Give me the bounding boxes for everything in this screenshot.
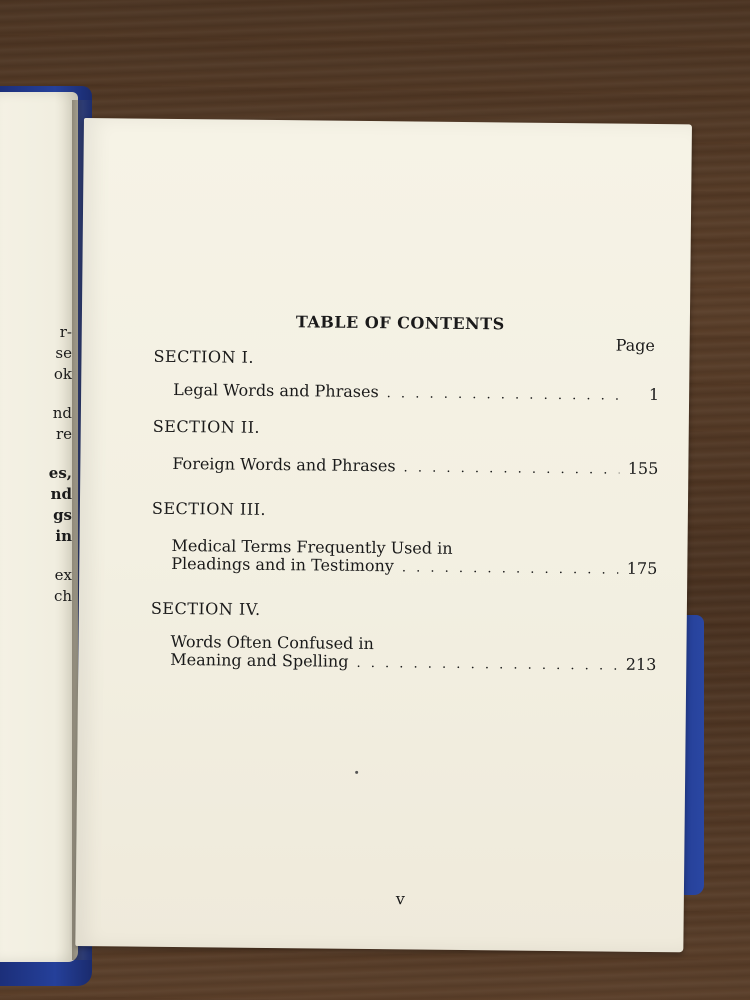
dot-leader	[402, 559, 619, 579]
left-fragment: ch	[53, 587, 72, 605]
section-heading-2: SECTION II.	[152, 416, 261, 437]
entry-title-line: Meaning and Spelling	[170, 649, 349, 671]
toc-entry-1	[173, 381, 659, 406]
entry-title-line: Pleadings and in Testimony	[171, 553, 395, 576]
entry-page-number: 1	[648, 384, 660, 405]
dot-leader	[403, 459, 619, 479]
entry-title: Foreign Words and Phrases	[172, 453, 396, 476]
entry-page-number: 155	[627, 458, 659, 479]
toc-entry-4	[170, 633, 656, 676]
left-page	[0, 92, 78, 962]
left-fragment: ok	[53, 365, 72, 383]
left-fragment: se	[55, 344, 72, 362]
left-fragment: nd	[52, 404, 72, 422]
dot-leader	[387, 385, 622, 405]
section-heading-1: SECTION I.	[153, 346, 255, 367]
left-fragment: nd	[50, 485, 72, 503]
left-fragment: in	[55, 527, 72, 545]
left-fragment: re	[55, 425, 72, 443]
section-heading-4: SECTION IV.	[150, 598, 261, 619]
left-fragment: gs	[53, 506, 72, 524]
left-fragment: ex	[54, 566, 72, 584]
entry-page-number: 213	[625, 654, 657, 675]
entry-title: Legal Words and Phrases	[173, 379, 379, 402]
left-fragment: es,	[48, 464, 72, 482]
table-of-contents	[75, 118, 692, 952]
section-heading-3: SECTION III.	[151, 498, 267, 519]
toc-title: TABLE OF CONTENTS	[295, 312, 505, 334]
page-folio: v	[395, 889, 405, 909]
toc-entry-3	[171, 537, 657, 580]
toc-entry-2	[172, 455, 658, 480]
dot-leader	[356, 655, 617, 676]
entry-page-number: 175	[626, 558, 658, 579]
page-column-label: Page	[615, 335, 656, 355]
paper-speck	[355, 771, 358, 774]
left-page-text-fragments	[49, 322, 72, 607]
entry-title-line: Medical Terms Frequently Used in	[171, 535, 453, 558]
left-fragment: r-	[59, 323, 72, 341]
entry-title-line: Words Often Confused in	[170, 631, 374, 654]
right-page	[75, 118, 692, 952]
